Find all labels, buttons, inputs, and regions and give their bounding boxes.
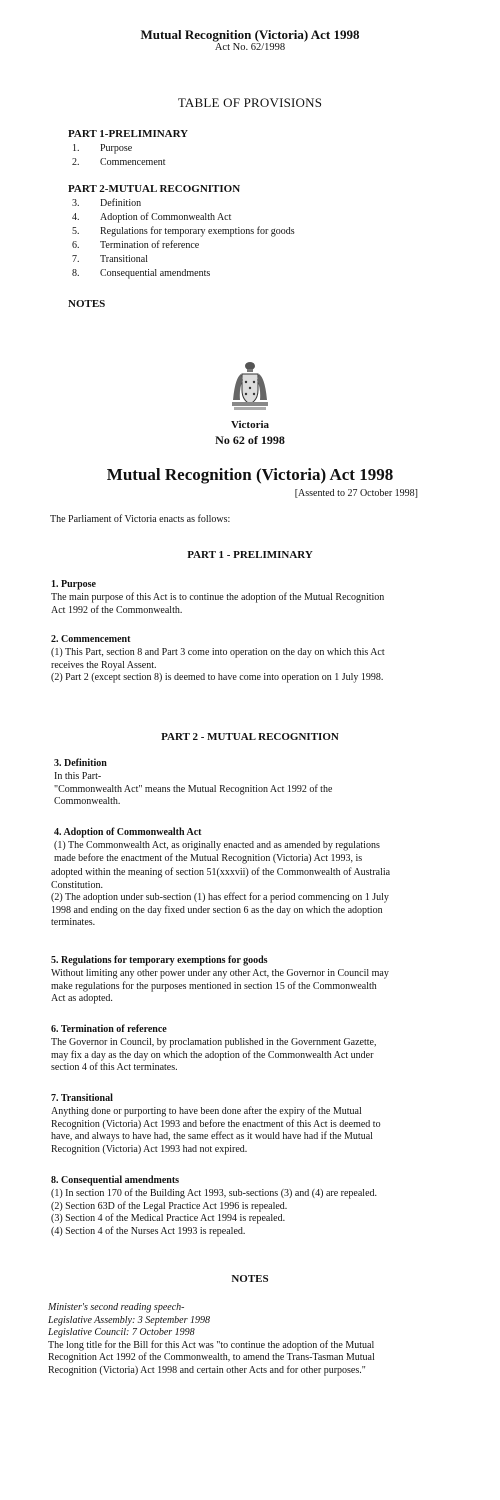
text-line: Act as adopted. [51, 993, 113, 1004]
part-2-heading: PART 2 - MUTUAL RECOGNITION [161, 731, 339, 743]
text-line: (1) The Commonwealth Act, as originally enacted and as amended by regulations [54, 840, 380, 851]
toc-item-label: Commencement [100, 157, 166, 168]
section-4-text-b [51, 867, 390, 930]
state-name: Victoria [230, 419, 270, 431]
text-line: The long title for the Bill for this Act was "to continue the adoption of the Mutual [48, 1339, 375, 1351]
toc-item-adoption [72, 212, 231, 223]
toc-title: TABLE OF PROVISIONS [177, 95, 323, 110]
toc-item-regulations [72, 226, 295, 237]
text-line: Legislative Council: 7 October 1998 [48, 1327, 195, 1338]
text-line: receives the Royal Assent. [51, 659, 157, 671]
text-line: Recognition (Victoria) Act 1998 and certain other Acts and for other purposes." [48, 1364, 366, 1376]
act-title: Mutual Recognition (Victoria) Act 1998 [106, 465, 394, 484]
text-line: made before the enactment of the Mutual Recognition (Victoria) Act 1993, is [54, 852, 363, 864]
text-line: Minister's second reading speech- [48, 1302, 185, 1313]
text-line: Recognition Act 1992 of the Commonwealth, to amend the Trans-Tasman Mutual [48, 1352, 375, 1363]
toc-item-label: Definition [100, 198, 142, 209]
toc-item-number: 5. [72, 226, 80, 237]
section-8-text [51, 1188, 377, 1238]
toc-item-purpose [72, 143, 132, 154]
text-line: (2) Part 2 (except section 8) is deemed to have come into operation on 1 July 1998. [51, 672, 384, 683]
section-3-text [54, 771, 332, 809]
section-1-text [51, 592, 384, 617]
document-title: Mutual Recognition (Victoria) Act 1998 [140, 27, 360, 42]
text-line: (1) In section 170 of the Building Act 1993, sub-sections (3) and (4) are repealed. [51, 1188, 378, 1199]
text-line: make regulations for the purposes mentioned in section 15 of the Commonwealth [51, 980, 377, 992]
text-line: Recognition (Victoria) Act 1993 had not expired. [51, 1143, 248, 1155]
toc-item-label: Adoption of Commonwealth Act [100, 212, 232, 223]
text-line: Constitution. [51, 879, 103, 891]
text-line: (2) The adoption under sub-section (1) has effect for a period commencing on 1 July [51, 892, 389, 903]
toc-item-label: Transitional [100, 254, 148, 265]
section-6-text [51, 1037, 376, 1075]
text-line: adopted within the meaning of section 51(xxxvii) of the Commonwealth of Australia [51, 867, 391, 878]
part-1-heading: PART 1 - PRELIMINARY [187, 549, 313, 561]
toc-item-number: 7. [72, 254, 80, 265]
text-line: may fix a day as the day on which the adoption of the Commonwealth Act under [51, 1049, 374, 1061]
toc-part-2: PART 2-MUTUAL RECOGNITION [68, 183, 241, 195]
text-line: (4) Section 4 of the Nurses Act 1993 is repealed. [51, 1225, 246, 1237]
section-7-heading: 7. Transitional [51, 1093, 113, 1104]
text-line: In this Part- [54, 771, 102, 782]
toc-item-amendments [72, 268, 210, 279]
toc-item-termination [72, 240, 199, 251]
toc-item-label: Consequential amendments [100, 268, 211, 279]
toc-item-number: 8. [72, 268, 80, 279]
act-number-heading: No 62 of 1998 [215, 433, 285, 447]
toc-item-number: 4. [72, 212, 80, 223]
text-line: "Commonwealth Act" means the Mutual Recognition Act 1992 of the [54, 783, 333, 795]
toc-item-label: Regulations for temporary exemptions for goods [100, 226, 295, 237]
section-2-heading: 2. Commencement [51, 634, 131, 645]
text-line: (2) Section 63D of the Legal Practice Act 1996 is repealed. [51, 1200, 288, 1212]
section-8-heading: 8. Consequential amendments [51, 1175, 180, 1186]
text-line: The main purpose of this Act is to continue the adoption of the Mutual Recognition [51, 592, 385, 603]
act-number: Act No. 62/1998 [214, 42, 286, 53]
toc-item-number: 1. [72, 143, 80, 154]
text-line: (3) Section 4 of the Medical Practice Act 1994 is repealed. [51, 1213, 286, 1224]
section-6-heading: 6. Termination of reference [51, 1024, 167, 1035]
toc-item-transitional [72, 254, 148, 265]
text-line: Legislative Assembly: 3 September 1998 [48, 1314, 211, 1326]
notes-heading: NOTES [231, 1273, 269, 1285]
text-line: Without limiting any other power under any other Act, the Governor in Council may [51, 968, 389, 979]
text-line: terminates. [51, 917, 96, 928]
section-3-heading: 3. Definition [54, 758, 107, 769]
toc-item-number: 6. [72, 240, 80, 251]
section-2-text [51, 647, 385, 685]
text-line: Commonwealth. [54, 796, 121, 807]
section-4-heading: 4. Adoption of Commonwealth Act [54, 827, 202, 838]
coat-of-arms-icon [230, 360, 270, 412]
text-line: The Governor in Council, by proclamation published in the Government Gazette, [51, 1037, 377, 1048]
toc-item-number: 3. [72, 198, 80, 209]
toc-item-definition [72, 198, 141, 209]
section-1-heading: 1. Purpose [51, 579, 96, 590]
assent-date: [Assented to 27 October 1998] [294, 488, 418, 499]
toc-notes: NOTES [68, 298, 106, 310]
section-5-heading: 5. Regulations for temporary exemptions for goods [51, 955, 268, 966]
text-line: Recognition (Victoria) Act 1993 and before the enactment of this Act is deemed to [51, 1118, 381, 1130]
section-4-text-a [54, 840, 380, 865]
text-line: 1998 and ending on the day fixed under section 6 as the day on which the adoption [51, 904, 383, 916]
text-line: section 4 of this Act terminates. [51, 1062, 178, 1073]
toc-item-label: Termination of reference [100, 240, 200, 251]
toc-item-number: 2. [72, 157, 80, 168]
toc-part-1: PART 1-PRELIMINARY [68, 128, 189, 140]
notes-text [48, 1302, 375, 1377]
section-5-text [51, 968, 389, 1006]
toc-item-commencement [72, 157, 166, 168]
text-line: (1) This Part, section 8 and Part 3 come into operation on the day on which this Act [51, 647, 385, 658]
text-line: Anything done or purporting to have been done after the expiry of the Mutual [51, 1106, 362, 1117]
text-line: have, and always to have had, the same effect as it would have had if the Mutual [51, 1131, 373, 1142]
enacting-words: The Parliament of Victoria enacts as follows: [50, 514, 231, 525]
section-7-text [51, 1106, 381, 1156]
toc-item-label: Purpose [100, 143, 133, 154]
text-line: Act 1992 of the Commonwealth. [51, 604, 183, 616]
